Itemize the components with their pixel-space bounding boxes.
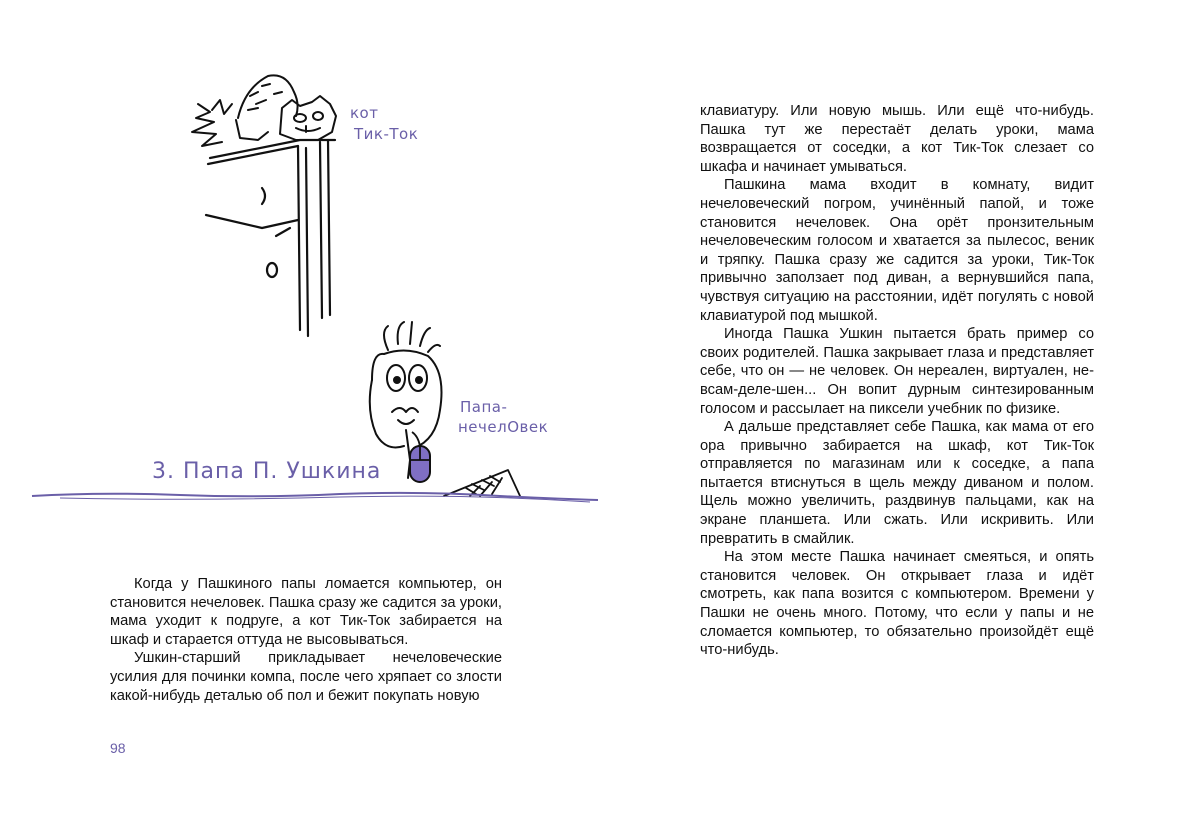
right-paragraph-4: На этом месте Пашка начинает смеяться, и опять становится человек. Он открывает глаза и идёт смотреть, как папа возится с компьютером. Времени у Пашки не очень много. Потому, что если у папы и не сломается компьютер, то обязательно произойдёт ещё что-нибудь.	[700, 549, 1094, 659]
right-paragraph-1: Пашкина мама входит в комнату, видит нечеловеческий погром, учинённый папой, и тоже становится нечеловек. Она орёт пронзительным нечеловеческим голосом и хватается за пылесос, веник и тряпку. Пашка сразу же садится за уроки, Тик-Ток привычно заползает под диван, а вернувшийся папа, чувствуя ситуацию на расстоянии, идёт погулять с новой клавиатурой под мышкой.	[700, 177, 1094, 324]
dad-label-line1: Папа-	[460, 398, 508, 416]
left-page-text	[110, 575, 502, 705]
illustration	[0, 0, 600, 560]
cat-tiktok-drawing	[192, 75, 336, 146]
illustration-caption: 3. Папа П. Ушкина	[152, 459, 382, 484]
dad-label-line2: нечелОвек	[458, 418, 549, 436]
right-paragraph-2: Иногда Пашка Ушкин пытается брать пример со своих родителей. Пашка закрывает глаза и представляет себе, что он — не человек. Он нереален, виртуален, не-всам-деле-шен... Он вопит дурным синтезированным голосом и рассылает на пиксели учебник по физике.	[700, 326, 1094, 417]
cat-label-line1: кот	[350, 104, 379, 122]
right-paragraph-continuation: клавиатуру. Или новую мышь. Или ещё что-нибудь. Пашка тут же перестаёт делать уроки, мама возвращается от соседки, а кот Тик-Ток слезает со шкафа и начинает умываться.	[700, 103, 1094, 175]
left-paragraph-1: Когда у Пашкиного папы ломается компьютер, он становится нечеловек. Пашка сразу же садится за уроки, мама уходит к подруге, а кот Тик-Ток забирается на шкаф и старается оттуда не высовываться.	[110, 576, 502, 648]
keyboard-drawing	[444, 470, 520, 496]
right-paragraph-3: А дальше представляет себе Пашка, как мама от его ора привычно забирается на шкаф, кот Тик-Ток отправляется по магазинам или к соседке, а папа пытается втиснуться в щель между диваном и полом. Щель можно увеличить, раздвинув пальцами, как на экране планшета. Или сжать. Или искривить. Или превратить в смайлик.	[700, 419, 1094, 547]
cat-label-line2: Тик-Ток	[354, 125, 419, 143]
left-paragraph-2: Ушкин-старший прикладывает нечеловеческие усилия для починки компа, после чего хряпает со злости какой-нибудь деталью об пол и бежит покупать новую	[110, 650, 502, 704]
page-number: 98	[110, 740, 126, 756]
right-page-text	[700, 102, 1094, 660]
wardrobe-drawing	[206, 140, 335, 336]
